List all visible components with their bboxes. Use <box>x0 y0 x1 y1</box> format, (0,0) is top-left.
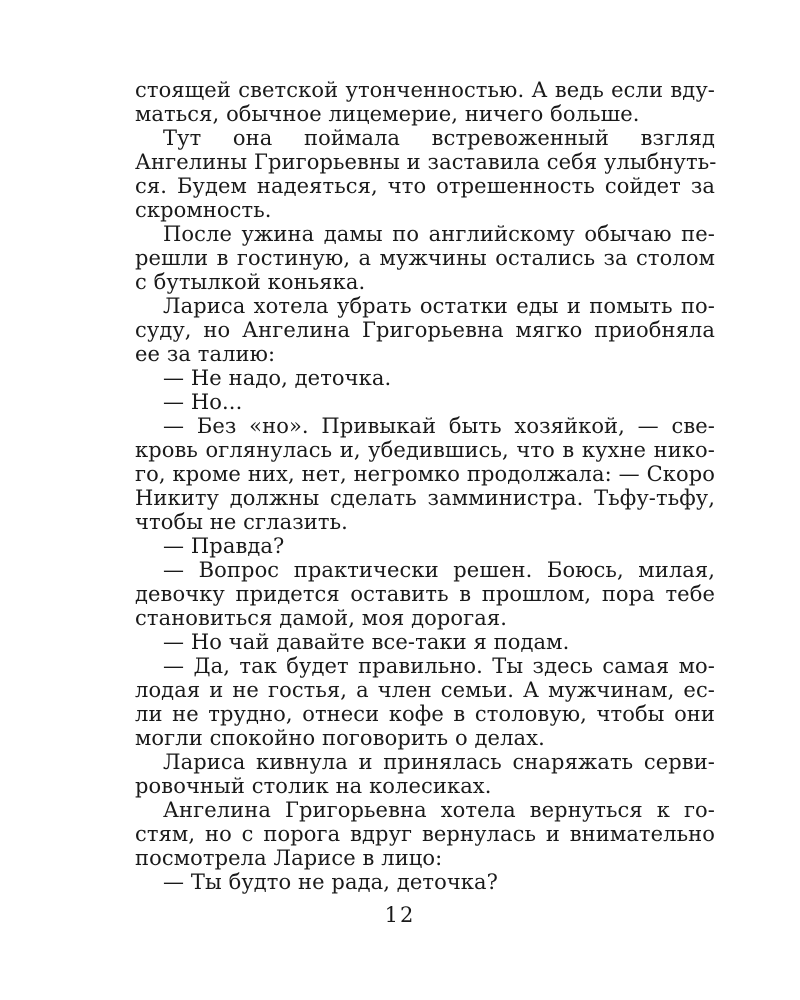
text-line: Тут она поймала встревоженный взгляд <box>163 126 715 150</box>
text-line: Лариса хотела убрать остатки еды и помыть по- <box>163 294 715 318</box>
text-line: Ангелины Григорьевны и заставила себя улыбнуть- <box>135 150 717 174</box>
text-line: Лариса кивнула и принялась снаряжать серви- <box>163 750 715 774</box>
text-line: посмотрела Ларисе в лицо: <box>135 846 443 870</box>
text-line: чтобы не сглазить. <box>135 510 348 534</box>
text-line: ли не трудно, отнеси кофе в столовую, чтобы они <box>135 702 715 726</box>
text-line: — Правда? <box>163 534 285 558</box>
text-line: — Не надо, деточка. <box>163 366 392 390</box>
text-line: Никиту должны сделать замминистра. Тьфу-тьфу, <box>135 486 715 510</box>
text-line: ся. Будем надеяться, что отрешенность сойдет за <box>135 174 715 198</box>
text-line: стям, но с порога вдруг вернулась и внимательно <box>135 822 715 846</box>
text-line: лодая и не гостья, а член семьи. А мужчинам, ес- <box>135 678 715 702</box>
text-line: го, кроме них, нет, негромко продолжала: — Скоро <box>135 462 715 486</box>
text-line: — Но чай давайте все-таки я подам. <box>163 630 570 654</box>
text-line: — Да, так будет правильно. Ты здесь самая мо- <box>163 654 715 678</box>
text-line: ее за талию: <box>135 342 276 366</box>
text-line: — Без «но». Привыкай быть хозяйкой, — све- <box>163 414 715 438</box>
text-line: решли в гостиную, а мужчины остались за столом <box>135 246 715 270</box>
text-line: маться, обычное лицемерие, ничего больше. <box>135 102 640 126</box>
text-line: — Вопрос практически решен. Боюсь, милая, <box>163 558 715 582</box>
page-number: 12 <box>384 903 416 927</box>
body-text <box>135 78 715 894</box>
text-line: девочку придется оставить в прошлом, пора тебе <box>135 582 715 606</box>
text-line: ровочный столик на колесиках. <box>135 774 492 798</box>
text-line: — Но... <box>163 390 243 414</box>
text-line: — Ты будто не рада, деточка? <box>163 870 499 894</box>
text-line: могли спокойно поговорить о делах. <box>135 726 545 750</box>
text-line: Ангелина Григорьевна хотела вернуться к го- <box>163 798 715 822</box>
text-line: скромность. <box>135 198 272 222</box>
text-line: с бутылкой коньяка. <box>135 270 366 294</box>
text-line: суду, но Ангелина Григорьевна мягко приобняла <box>135 318 715 342</box>
text-line: После ужина дамы по английскому обычаю пе- <box>163 222 715 246</box>
text-line: стоящей светской утонченностью. А ведь если вду- <box>135 78 715 102</box>
text-line: становиться дамой, моя дорогая. <box>135 606 507 630</box>
text-line: кровь оглянулась и, убедившись, что в кухне нико- <box>135 438 715 462</box>
